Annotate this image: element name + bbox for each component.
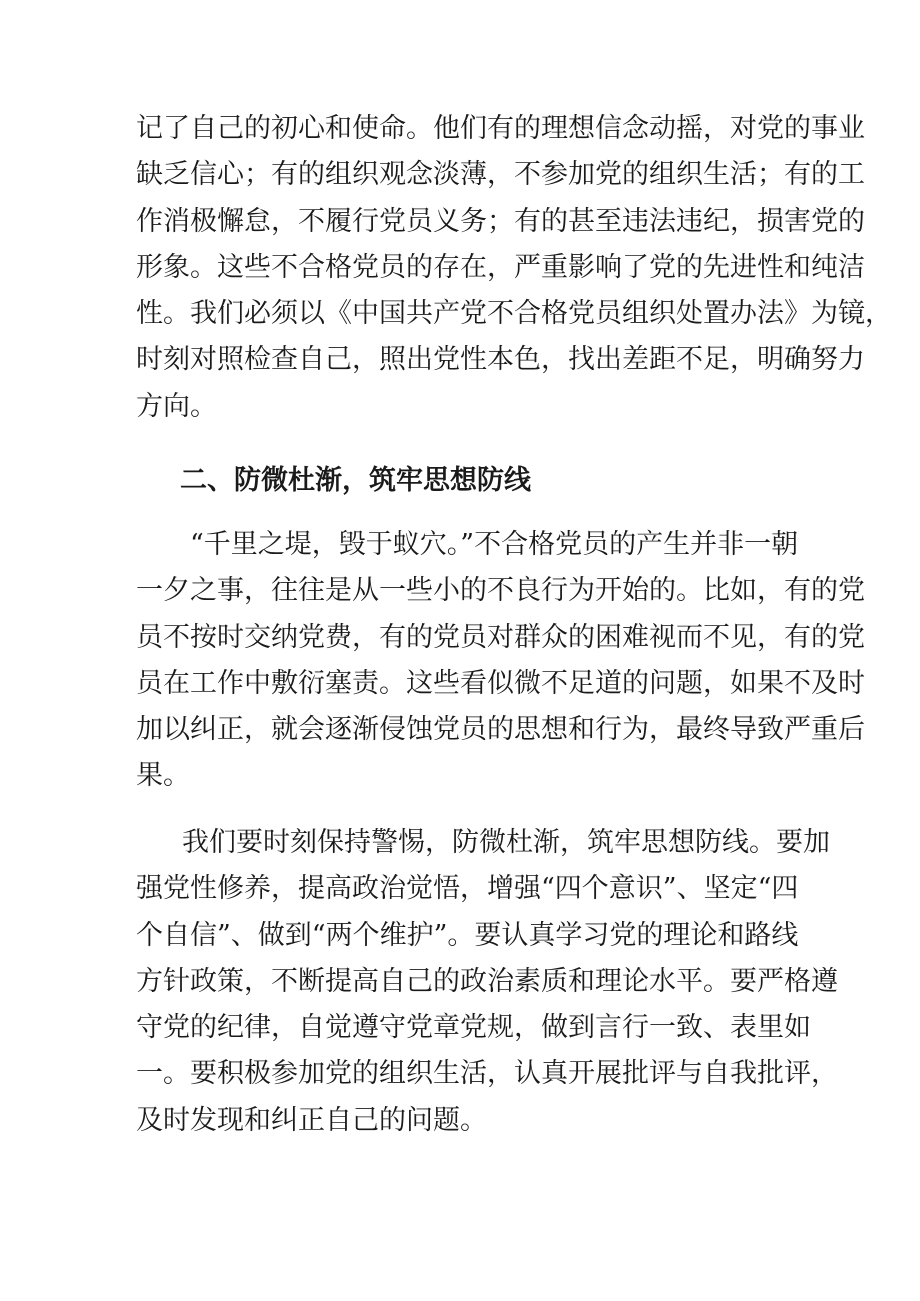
body-paragraph xyxy=(136,820,838,1144)
text-line: 方向。 xyxy=(136,390,217,422)
body-paragraph xyxy=(136,106,892,430)
text-line: 方针政策，不断提高自己的政治素质和理论水平。要严格遵 xyxy=(136,965,838,997)
text-line: “千里之堤，毁于蚁穴。”不合格党员的产生并非一朝 xyxy=(190,529,799,560)
text-line: 一。要积极参加党的组织生活，认真开展批评与自我批评， xyxy=(136,1058,838,1090)
text-line: 及时发现和纠正自己的问题。 xyxy=(136,1104,487,1136)
text-line: 个自信”、做到“两个维护”。要认真学习党的理论和路线 xyxy=(136,919,799,951)
text-line: 果。 xyxy=(136,760,190,792)
text-line: 时刻对照检查自己，照出党性本色，找出差距不足，明确努力 xyxy=(136,344,865,376)
body-paragraph xyxy=(136,522,865,800)
text-line: 性。我们必须以《中国共产党不合格党员组织处置办法》为镜， xyxy=(136,298,892,330)
section-heading xyxy=(180,458,784,504)
text-line: 一夕之事，往往是从一些小的不良行为开始的。比如，有的党 xyxy=(136,575,865,607)
text-line: 作消极懈怠，不履行党员义务；有的甚至违法违纪，损害党的 xyxy=(136,205,865,237)
text-line: 员在工作中敷衍塞责。这些看似微不足道的问题，如果不及时 xyxy=(136,667,865,699)
text-line: 缺乏信心；有的组织观念淡薄，不参加党的组织生活；有的工 xyxy=(136,159,865,191)
text-line: 员不按时交纳党费，有的党员对群众的困难视而不见，有的党 xyxy=(136,621,865,653)
text-line: 形象。这些不合格党员的存在，严重影响了党的先进性和纯洁 xyxy=(136,251,865,283)
text-line: 我们要时刻保持警惕，防微杜渐，筑牢思想防线。要加 xyxy=(182,827,830,858)
heading-text: 二、防微杜渐，筑牢思想防线 xyxy=(180,465,531,496)
text-line: 强党性修养，提高政治觉悟，增强“四个意识”、坚定“四 xyxy=(136,873,799,905)
text-line: 守党的纪律，自觉遵守党章党规，做到言行一致、表里如 xyxy=(136,1012,811,1044)
text-line: 加以纠正，就会逐渐侵蚀党员的思想和行为，最终导致严重后 xyxy=(136,714,865,746)
text-line: 记了自己的初心和使命。他们有的理想信念动摇，对党的事业 xyxy=(136,113,865,144)
